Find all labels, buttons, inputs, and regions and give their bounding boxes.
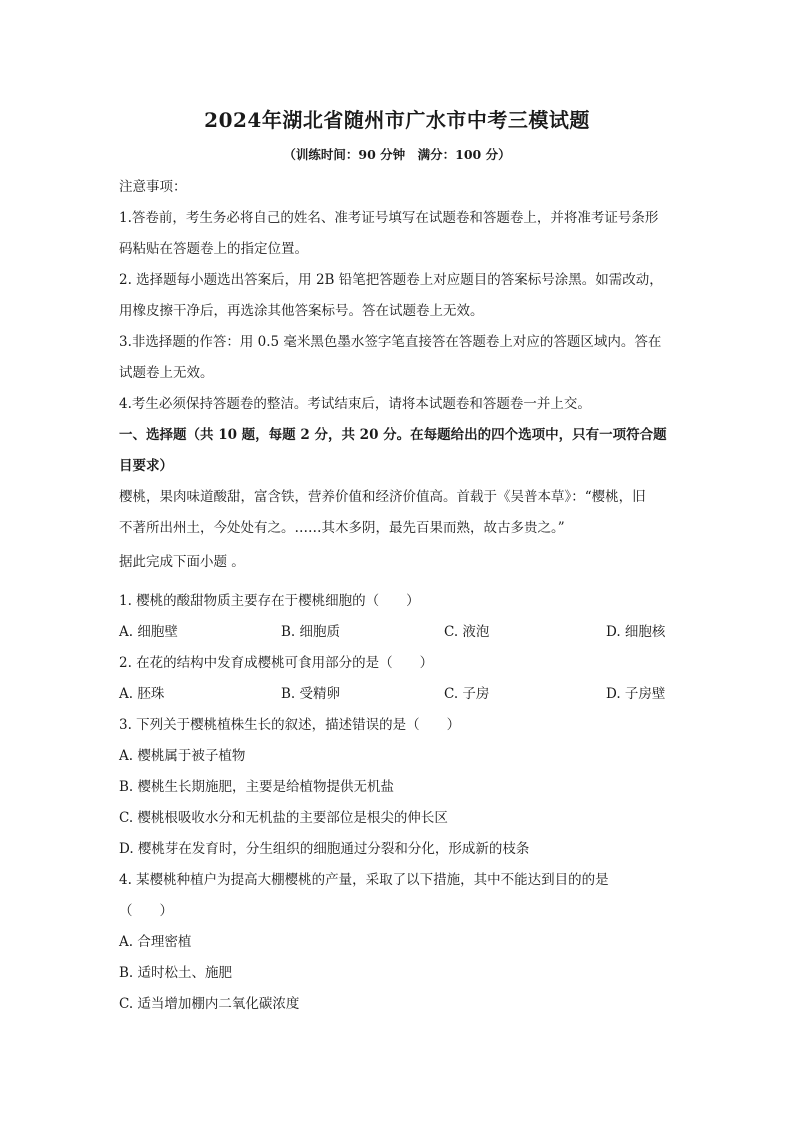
question-3-option-c: C. 樱桃根吸收水分和无机盐的主要部位是根尖的伸长区 [119, 810, 448, 826]
page-subtitle: （训练时间：90 分钟 满分：100 分） [283, 147, 511, 162]
question-3-option-b: B. 樱桃生长期施肥，主要是给植物提供无机盐 [119, 779, 395, 795]
question-2-option-c: C. 子房 [444, 686, 490, 702]
question-4-option-a: A. 合理密植 [119, 934, 192, 950]
passage-line-3: 据此完成下面小题 。 [119, 554, 245, 570]
notice-item-3-line-1: 3.非选择题的作答：用 0.5 毫米黑色墨水签字笔直接答在答题卷上对应的答题区域内。答在 [119, 334, 662, 350]
question-2-stem: 2. 在花的结构中发育成樱桃可食用部分的是（ ） [119, 655, 434, 671]
question-2-option-b: B. 受精卵 [281, 686, 341, 702]
question-3-option-a: A. 樱桃属于被子植物 [119, 748, 246, 764]
section-heading-line-2: 目要求） [119, 458, 173, 474]
passage-line-2: 不著所出州土，今处处有之。……其木多阴，最先百果而熟，故古多贵之。” [119, 520, 565, 536]
question-2-option-a: A. 胚珠 [119, 686, 165, 702]
question-1-stem: 1. 樱桃的酸甜物质主要存在于樱桃细胞的（ ） [119, 593, 420, 609]
question-4-stem-line-1: 4. 某樱桃种植户为提高大棚樱桃的产量，采取了以下措施，其中不能达到目的的是 [119, 872, 609, 888]
notice-item-2-line-2: 用橡皮擦干净后，再选涂其他答案标号。答在试题卷上无效。 [119, 303, 484, 319]
question-1-option-c: C. 液泡 [444, 624, 490, 640]
question-4-option-c: C. 适当增加棚内二氧化碳浓度 [119, 996, 300, 1012]
section-heading-line-1: 一、选择题（共 10 题，每题 2 分，共 20 分。在每题给出的四个选项中，只有一项符合题 [119, 427, 667, 443]
notice-item-1-line-2: 码粘贴在答题卷上的指定位置。 [119, 241, 308, 257]
notice-heading: 注意事项： [119, 179, 187, 195]
question-1-option-a: A. 细胞壁 [119, 624, 178, 640]
passage-line-1: 樱桃，果肉味道酸甜，富含铁，营养价值和经济价值高。首载于《吴普本草》：“樱桃，旧 [119, 489, 646, 505]
question-1-option-b: B. 细胞质 [281, 624, 341, 640]
question-3-option-d: D. 樱桃芽在发育时，分生组织的细胞通过分裂和分化，形成新的枝条 [119, 841, 530, 857]
notice-item-2-line-1: 2. 选择题每小题选出答案后，用 2B 铅笔把答题卷上对应题目的答案标号涂黑。如需改动， [119, 272, 663, 288]
page-title: 2024年湖北省随州市广水市中考三模试题 [204, 108, 590, 132]
question-1-option-d: D. 细胞核 [606, 624, 666, 640]
question-4-option-b: B. 适时松土、施肥 [119, 965, 233, 981]
notice-item-4: 4.考生必须保持答题卷的整洁。考试结束后，请将本试题卷和答题卷一并上交。 [119, 396, 591, 412]
notice-item-3-line-2: 试题卷上无效。 [119, 365, 214, 381]
notice-item-1-line-1: 1.答卷前，考生务必将自己的姓名、准考证号填写在试题卷和答题卷上，并将准考证号条形 [119, 210, 659, 226]
question-3-stem: 3. 下列关于樱桃植株生长的叙述，描述错误的是（ ） [119, 717, 461, 733]
question-2-option-d: D. 子房壁 [606, 686, 666, 702]
question-4-stem-line-2: （ ） [119, 903, 173, 919]
